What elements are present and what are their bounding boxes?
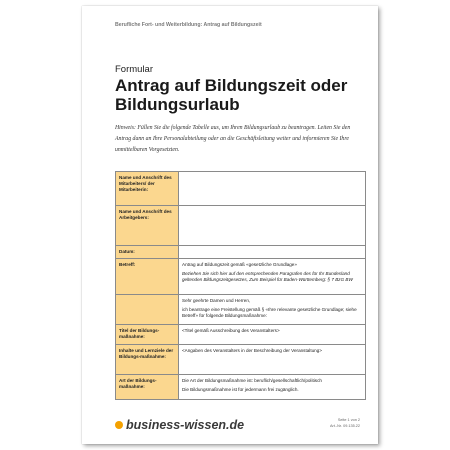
employer-field[interactable] [179, 206, 366, 246]
subject-note: Beziehen Sie sich hier auf den entsprechenden Paragrafen des für Ihr Bundesland geltenden Bildungszeitgesetzes, Zum Beispiel für Baden-Württemberg: § 7 BzG BW [182, 270, 353, 282]
row-label [116, 294, 179, 325]
course-access-line: Die Bildungsmaßnahme ist für jedermann frei zugänglich. [182, 387, 299, 393]
article-number: Art.-Nr. 09.135.22 [330, 424, 360, 428]
request-line: ich beantrage eine Freistellung gemäß § «Ihre relevante gesetzliche Grundlage; siehe Betreff» für folgende Bildungsmaßnahme: [182, 306, 357, 318]
date-field[interactable] [179, 246, 366, 259]
course-type-field[interactable] [179, 375, 366, 399]
course-content-field[interactable] [179, 345, 366, 375]
salutation-line: Sehr geehrte Damen und Herren, [182, 297, 251, 303]
row-label: Name und Anschrift des Mitarbeiters/ der Mitarbeiterin: [116, 172, 179, 206]
course-title-placeholder: <Titel gemäß Ausschreibung des Veranstalters> [182, 328, 280, 334]
running-header: Berufliche Fort- und Weiterbildung: Antrag auf Bildungszeit [115, 22, 262, 28]
table-row [116, 246, 366, 259]
page-number: Seite 1 von 2 [337, 418, 360, 422]
page-info [330, 417, 360, 429]
table-row [116, 258, 366, 294]
application-form-table [115, 171, 366, 400]
table-row [116, 375, 366, 399]
table-row [116, 294, 366, 325]
form-label: Formular [115, 64, 154, 75]
table-row [116, 172, 366, 206]
document-page [82, 6, 378, 444]
document-title: Antrag auf Bildungszeit oder Bildungsurlaub [115, 76, 348, 114]
subject-line: Antrag auf Bildungszeit gemäß «gesetzliche Grundlage» [182, 261, 297, 267]
course-title-field[interactable] [179, 325, 366, 345]
row-label: Art der Bildungs-maßnahme: [116, 375, 179, 399]
employee-field[interactable] [179, 172, 366, 206]
logo-text: business-wissen.de [126, 418, 245, 432]
salutation-field[interactable] [179, 294, 366, 325]
table-row [116, 325, 366, 345]
row-label: Inhalte und Lernziele der Bildungs-maßnahme: [116, 345, 179, 375]
table-row [116, 206, 366, 246]
row-label: Name und Anschrift des Arbeitgebers: [116, 206, 179, 246]
row-label: Titel der Bildungs-maßnahme: [116, 325, 179, 345]
brand-logo [115, 418, 244, 432]
course-type-line: Die Art der Bildungsmaßnahme ist: beruflich/gesellschaftlich/politisch [182, 378, 322, 384]
course-content-placeholder: <Angaben des Veranstalters in der Beschreibung der Veranstaltung> [182, 348, 322, 354]
table-row [116, 345, 366, 375]
subject-field[interactable] [179, 258, 366, 294]
hint-text: Hinweis: Füllen Sie die folgende Tabelle aus, um Ihren Bildungsurlaub zu beantragen. Leiten Sie den Antrag dann an Ihre Personalabteilung oder an die Geschäftsleitung weiter und informieren Sie Ihre unmittelbaren Vorgesetzten. [115, 125, 351, 153]
row-label: Betreff: [116, 258, 179, 294]
row-label: Datum: [116, 246, 179, 259]
logo-dot-icon [115, 421, 123, 429]
